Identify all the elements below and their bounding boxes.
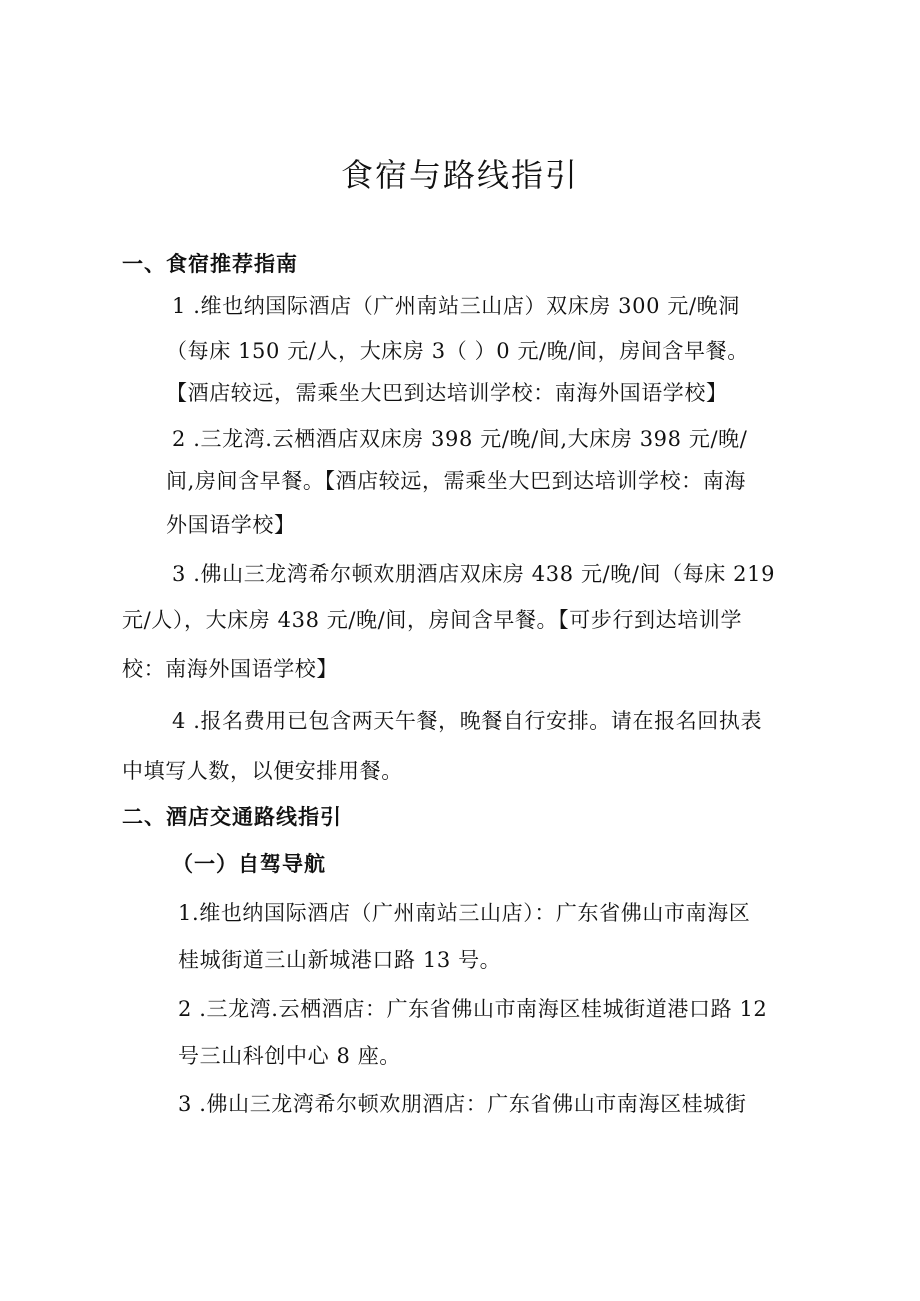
paragraph-line: 校：南海外国语学校】 <box>122 657 338 681</box>
paragraph-line: 1 .维也纳国际酒店（广州南站三山店）双床房 300 元/晚洞 <box>172 294 740 318</box>
paragraph-line: 【酒店较远，需乘坐大巴到达培训学校：南海外国语学校】 <box>166 381 728 405</box>
paragraph-line: 3 .佛山三龙湾希尔顿欢朋酒店：广东省佛山市南海区桂城街 <box>178 1092 747 1116</box>
paragraph-line: 元/人），大床房 438 元/晚/间，房间含早餐。【可步行到达培训学 <box>122 608 743 632</box>
paragraph-line: 1.维也纳国际酒店（广州南站三山店）：广东省佛山市南海区 <box>178 901 751 925</box>
paragraph-line: 4 .报名费用已包含两天午餐，晚餐自行安排。请在报名回执表 <box>172 709 763 733</box>
paragraph-line: 中填写人数，以便安排用餐。 <box>122 759 403 783</box>
page-title: 食宿与路线指引 <box>340 156 579 194</box>
paragraph-line: 号三山科创中心 8 座。 <box>178 1044 401 1068</box>
paragraph-line: 2 .三龙湾.云栖酒店双床房 398 元/晚/间,大床房 398 元/晚/ <box>172 427 748 451</box>
paragraph-line: 间,房间含早餐。【酒店较远，需乘坐大巴到达培训学校：南海 <box>166 469 746 493</box>
paragraph-line: （每床 150 元/人，大床房 3（ ）0 元/晚/间，房间含早餐。 <box>166 339 749 363</box>
section-heading-accommodation: 一、食宿推荐指南 <box>122 252 298 276</box>
section-heading-transport: 二、酒店交通路线指引 <box>122 805 342 829</box>
paragraph-line: 2 .三龙湾.云栖酒店：广东省佛山市南海区桂城街道港口路 12 <box>178 997 768 1021</box>
paragraph-line: 外国语学校】 <box>166 513 296 537</box>
paragraph-line: 3 .佛山三龙湾希尔顿欢朋酒店双床房 438 元/晚/间（每床 219 <box>172 562 776 586</box>
subsection-heading-self-driving: （一）自驾导航 <box>172 852 326 876</box>
paragraph-line: 桂城街道三山新城港口路 13 号。 <box>178 948 502 972</box>
